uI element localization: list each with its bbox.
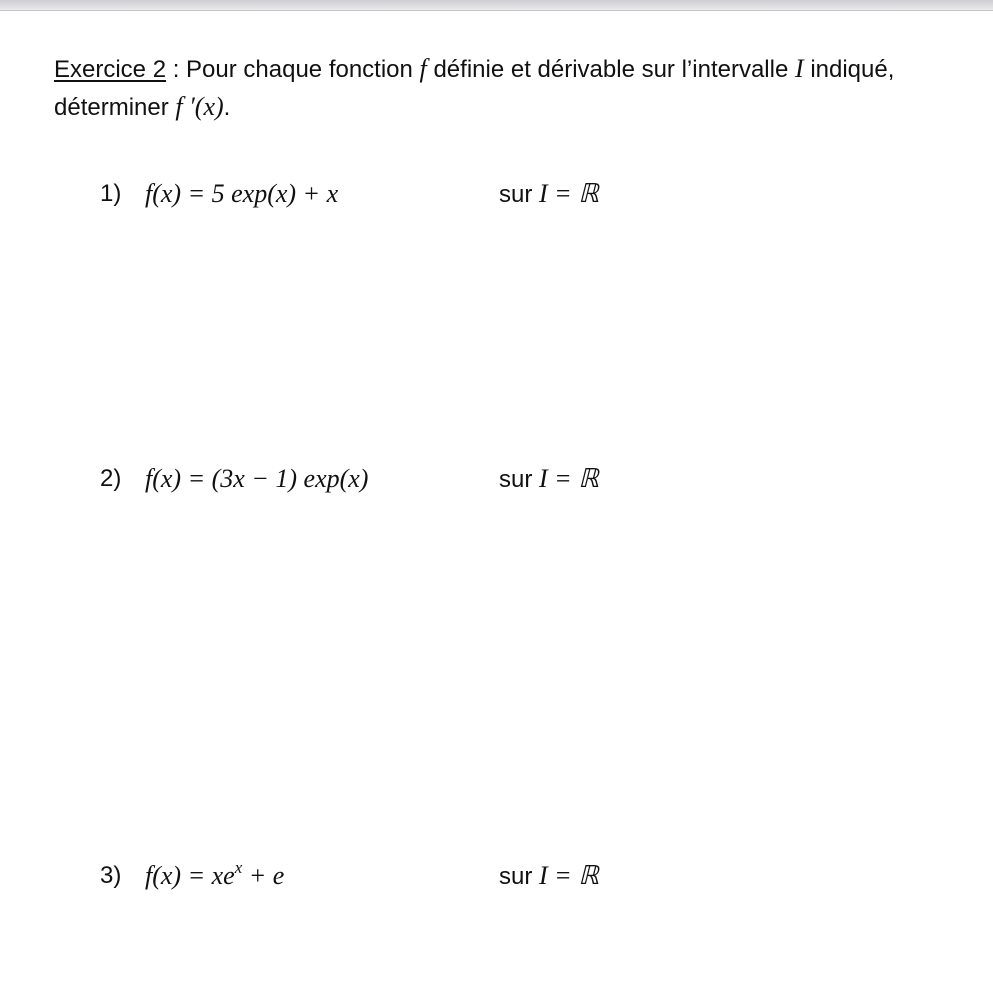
domain-expression: sur I = ℝ bbox=[499, 861, 599, 890]
statement-text-3: indiqué, bbox=[803, 56, 895, 83]
question-number: 2) bbox=[100, 465, 122, 492]
function-expression: f(x) = (3x − 1) exp(x) bbox=[145, 464, 369, 493]
statement-text-2: définie et dérivable sur l’intervalle bbox=[426, 56, 795, 83]
exercise-title: Exercice 2 bbox=[54, 56, 167, 83]
question-number: 3) bbox=[100, 862, 122, 889]
function-symbol: f bbox=[419, 54, 427, 83]
question-number: 1) bbox=[100, 180, 122, 207]
window-top-edge bbox=[0, 0, 993, 11]
statement-text-4: déterminer bbox=[54, 94, 176, 121]
exercise-statement bbox=[54, 50, 974, 126]
statement-text-5: . bbox=[223, 94, 231, 121]
interval-symbol: I bbox=[794, 54, 804, 83]
function-expression: $f(x) = xe^x + e$ bbox=[145, 858, 285, 890]
function-expression: f(x) = 5 exp(x) + x bbox=[145, 179, 339, 208]
domain-expression: sur I = ℝ bbox=[499, 179, 599, 208]
statement-text-1: : Pour chaque fonction bbox=[166, 56, 420, 83]
domain-expression: sur I = ℝ bbox=[499, 464, 599, 493]
derivative-expression: f ′(x) bbox=[175, 92, 224, 121]
